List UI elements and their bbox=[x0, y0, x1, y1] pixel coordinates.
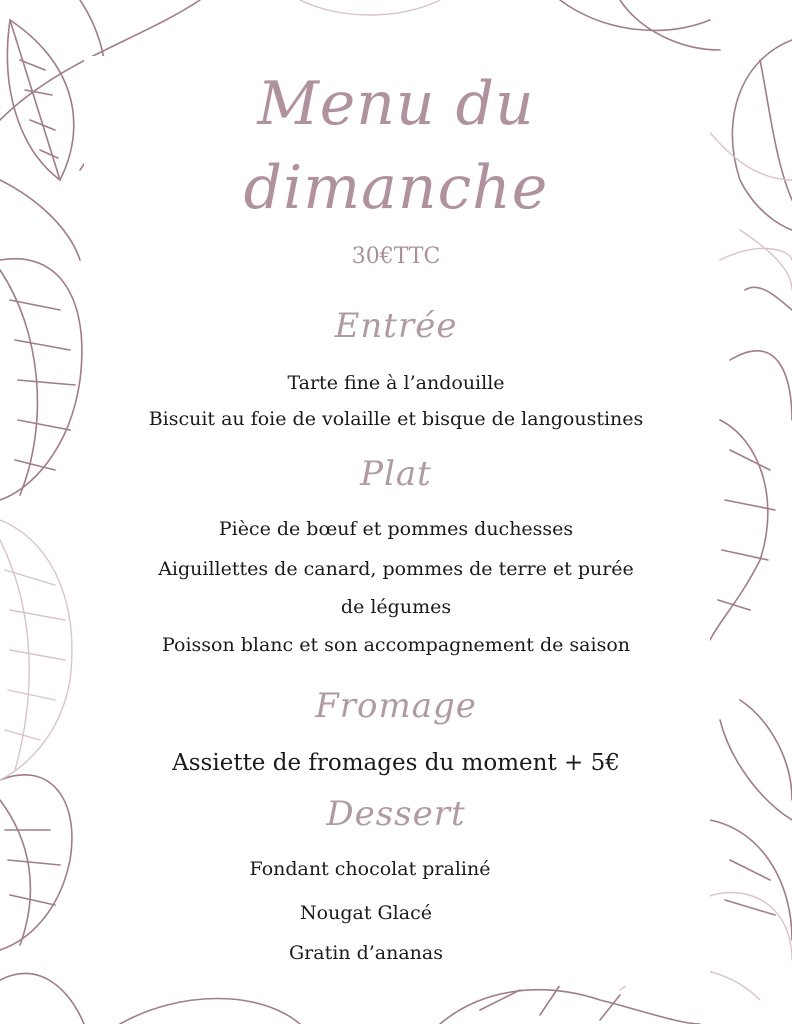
section-heading-dessert: Dessert bbox=[326, 794, 466, 834]
menu-title-line2: dimanche bbox=[243, 153, 549, 223]
dish-plat-2: Aiguillettes de canard, pommes de terre et purée bbox=[158, 558, 634, 580]
menu-price: 30€TTC bbox=[351, 244, 441, 269]
dish-fromage-1: Assiette de fromages du moment + 5€ bbox=[172, 750, 620, 776]
menu-title bbox=[0, 62, 792, 230]
dish-plat-2-continued: de légumes bbox=[340, 596, 452, 618]
menu-title-line1: Menu du bbox=[257, 69, 535, 139]
dish-entree-2: Biscuit au foie de volaille et bisque de langoustines bbox=[148, 408, 644, 430]
section-heading-fromage: Fromage bbox=[315, 686, 477, 726]
dish-plat-3: Poisson blanc et son accompagnement de saison bbox=[161, 634, 630, 656]
section-heading-entree: Entrée bbox=[334, 306, 458, 346]
dish-dessert-1: Fondant chocolat praliné bbox=[249, 858, 491, 880]
dish-plat-1: Pièce de bœuf et pommes duchesses bbox=[218, 518, 574, 540]
dish-dessert-3: Gratin d’ananas bbox=[289, 942, 443, 964]
dish-dessert-2: Nougat Glacé bbox=[300, 902, 432, 924]
dish-entree-1: Tarte fine à l’andouille bbox=[287, 372, 505, 394]
section-heading-plat: Plat bbox=[360, 454, 432, 494]
